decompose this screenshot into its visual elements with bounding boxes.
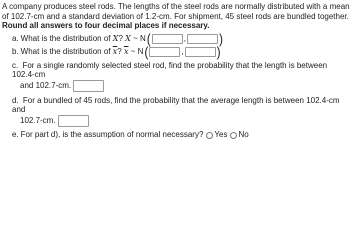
question-a-variable: X xyxy=(112,34,119,44)
question-e-letter: e. xyxy=(12,130,19,140)
question-c-answer-input[interactable] xyxy=(73,80,104,92)
question-b-dist-variable: $\overline{x}$ xyxy=(123,47,129,57)
question-b-letter: b. xyxy=(12,47,19,57)
question-b-comma: , xyxy=(181,47,184,57)
question-b-close-paren: ) xyxy=(216,43,221,61)
question-b-prefix: What is the distribution of xyxy=(20,47,111,57)
question-c-letter: c. xyxy=(12,60,19,70)
question-d-line1: For a bundled of 45 rods, find the probability that the average length is between 102.4-cm and xyxy=(12,95,340,114)
question-c xyxy=(2,61,350,92)
question-a-open-paren: ( xyxy=(146,30,151,48)
question-e-no-radio[interactable] xyxy=(230,132,237,139)
question-a-close-paren: ) xyxy=(218,30,223,48)
question-d-answer-input[interactable] xyxy=(58,115,89,127)
intro-rounding-instruction: Round all answers to four decimal places if necessary. xyxy=(2,21,210,30)
question-b-mean-input[interactable] xyxy=(149,47,180,57)
question-b-suffix: ? xyxy=(117,47,122,57)
question-d-letter: d. xyxy=(12,95,19,105)
question-b-dist-label: ~ N xyxy=(130,47,144,57)
question-a-dist-variable: X xyxy=(125,34,131,44)
question-b-open-paren: ( xyxy=(144,43,149,61)
question-e-yes-radio[interactable] xyxy=(206,132,213,139)
question-a-dist-label: ~ N xyxy=(133,34,146,44)
question-a xyxy=(2,30,350,48)
question-a-comma: , xyxy=(183,34,186,44)
question-d xyxy=(2,96,350,127)
question-c-line1: For a single randomly selected steel rod, find the probability that the length is between 102.4-cm xyxy=(12,60,328,79)
question-e-text: For part d), is the assumption of normal necessary? xyxy=(20,130,204,140)
question-c-line2: and 102.7-cm. xyxy=(20,80,72,90)
problem-intro xyxy=(2,2,350,31)
question-a-mean-input[interactable] xyxy=(152,34,183,44)
question-b xyxy=(2,43,350,61)
question-e xyxy=(2,130,350,141)
question-a-sd-input[interactable] xyxy=(187,34,218,44)
question-e-yes-label[interactable]: Yes xyxy=(214,130,228,140)
question-d-line2: 102.7-cm. xyxy=(20,115,56,125)
question-a-letter: a. xyxy=(12,34,19,44)
question-b-variable: $\overline{x}$ xyxy=(112,47,118,57)
question-b-sd-input[interactable] xyxy=(185,47,216,57)
question-a-prefix: What is the distribution of xyxy=(20,34,111,44)
question-e-no-label[interactable]: No xyxy=(238,130,249,140)
question-a-suffix: ? xyxy=(118,34,123,44)
intro-text: A company produces steel rods. The lengths of the steel rods are normally distributed with a mean of 102.7-cm and a standard deviation of 1.2-cm. For shipment, 45 steel rods are bundled together. xyxy=(2,2,350,21)
